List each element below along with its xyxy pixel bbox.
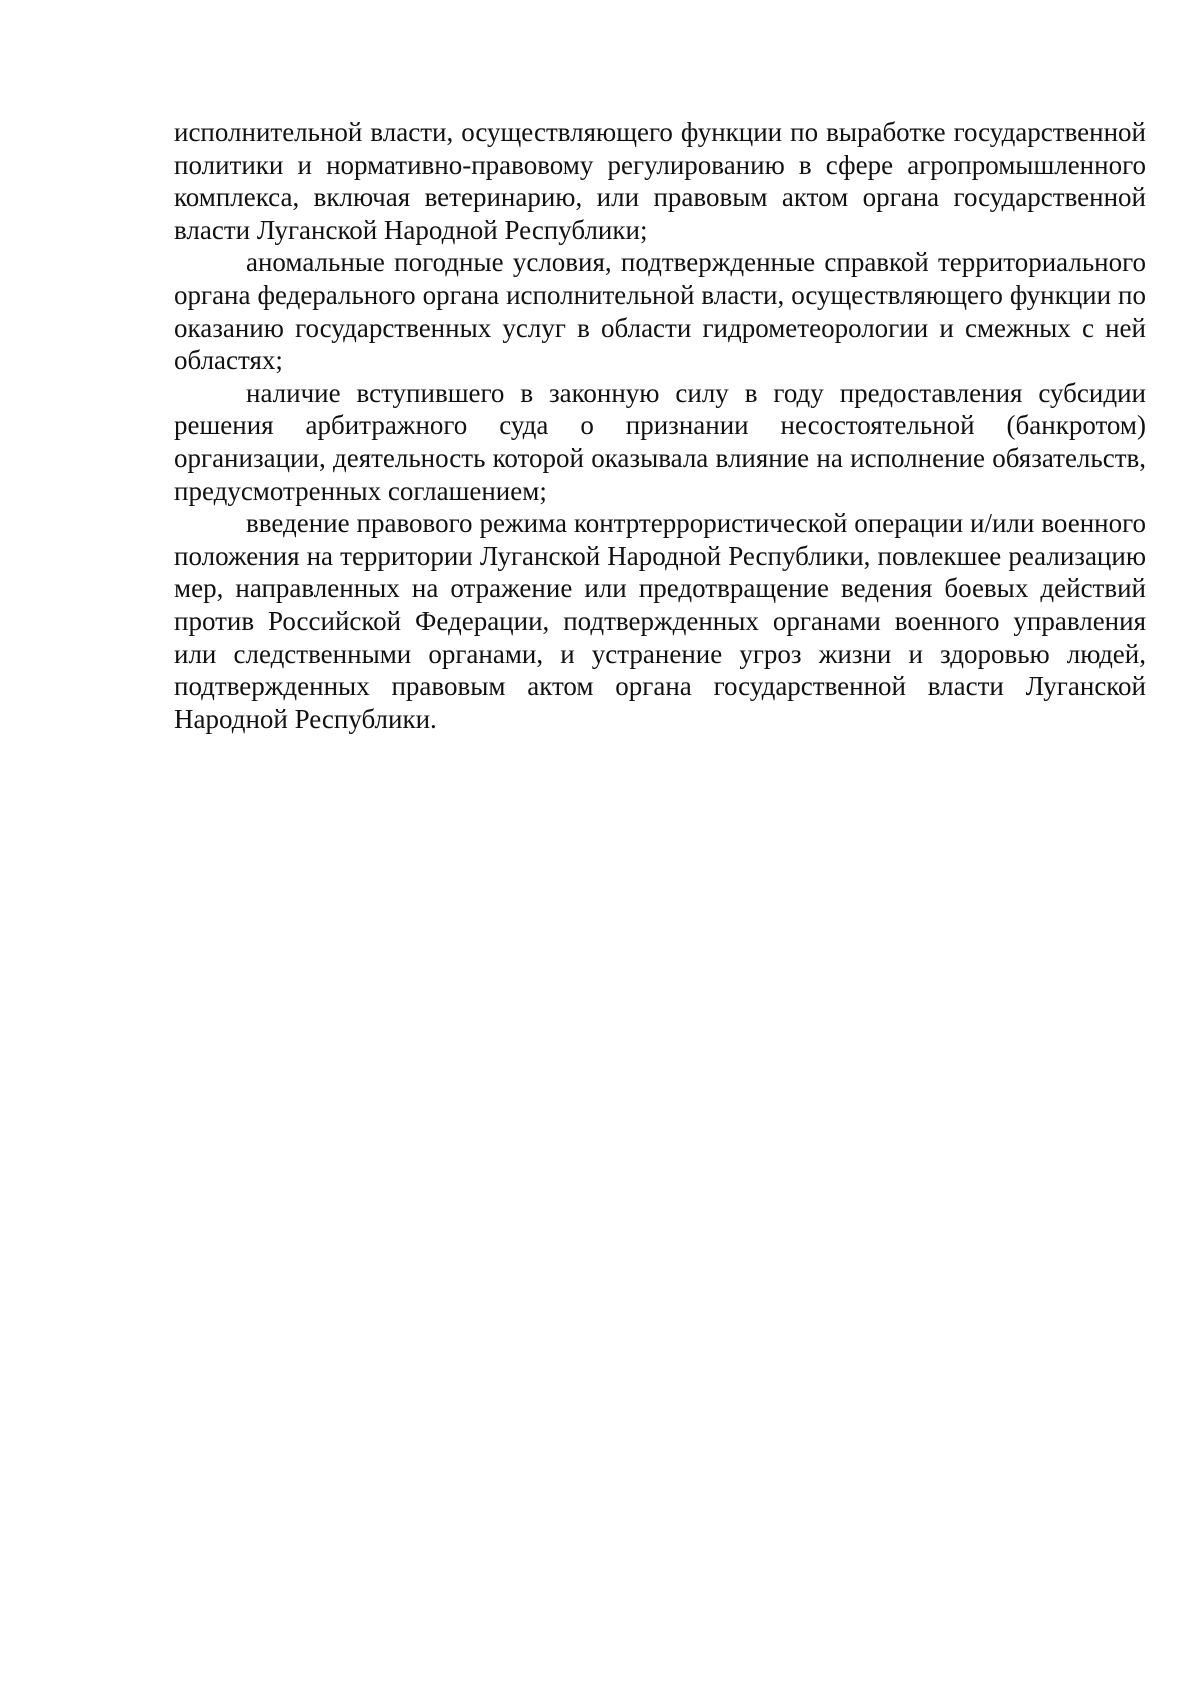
paragraph-weather-conditions: аномальные погодные условия, подтвержденные справкой территориального органа федерального органа исполнительной власти, осуществляющего функции по оказанию государственных услуг в области гидрометеорологии и смежных с ней областях;: [174, 247, 1146, 376]
paragraph-continuation: исполнительной власти, осуществляющего функции по выработке государственной политики и нормативно-правовому регулированию в сфере агропромышленного комплекса, включая ветеринарию, или правовым актом органа государственной власти Луганской Народной Республики;: [174, 117, 1146, 245]
document-body: [174, 116, 1146, 735]
paragraph-bankruptcy-decision: наличие вступившего в законную силу в году предоставления субсидии решения арбитражного суда о признании несостоятельной (банкротом) организации, деятельность которой оказывала влияние на исполнение обязательств, предусмотренных соглашением;: [174, 377, 1146, 506]
paragraph-martial-law: введение правового режима контртеррористической операции и/или военного положения на территории Луганской Народной Республики, повлекшее реализацию мер, направленных на отражение или предотвращение ведения боевых действий против Российской Федерации, подтвержденных органами военного управления или следственными органами, и устранение угроз жизни и здоровью людей, подтвержденных правовым актом органа государственной власти Луганской Народной Республики.: [174, 508, 1146, 734]
